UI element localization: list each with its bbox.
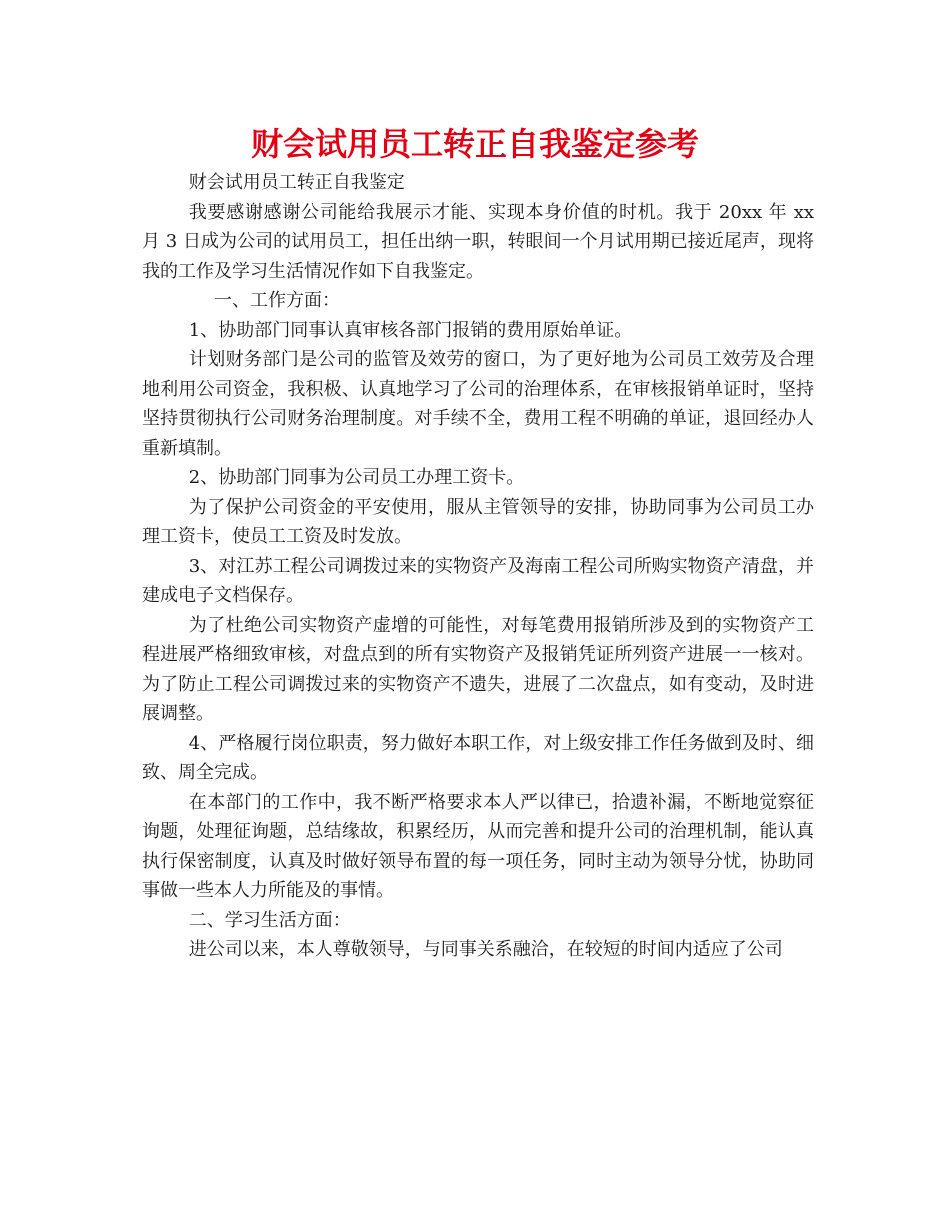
section-heading: 二、学习生活方面：	[188, 909, 351, 931]
paragraph: 进公司以来，本人尊敬领导，与同事关系融洽，在较短的时间内适应了公司	[188, 939, 783, 960]
document-title: 财会试用员工转正自我鉴定参考	[250, 125, 699, 163]
paragraph: 为了杜绝公司实物资产虚增的可能性，对每笔费用报销所涉及到的实物资产工程进展严格细致审核，对盘点到的所有实物资产及报销凭证所列资产进展一一核对。为了防止工程公司调拨过来的实物资产不遗失，进展了二次盘点，如有变动，及时进展调整。	[142, 614, 814, 724]
paragraph: 计划财务部门是公司的监管及效劳的窗口，为了更好地为公司员工效劳及合理地利用公司资金，我积极、认真地学习了公司的治理体系，在审核报销单证时，坚持坚持贯彻执行公司财务治理制度。对手续不全，费用工程不明确的单证，退回经办人重新填制。	[142, 349, 814, 459]
document-body	[142, 168, 814, 965]
paragraph: 3、对江苏工程公司调拨过来的实物资产及海南工程公司所购实物资产清盘，并建成电子文档保存。	[142, 555, 814, 606]
paragraph: 在本部门的工作中，我不断严格要求本人严以律已，拾遗补漏，不断地觉察征询题，处理征询题，总结缘故，积累经历，从而完善和提升公司的治理机制，能认真执行保密制度，认真及时做好领导布置的每一项任务，同时主动为领导分忧，协助同事做一些本人力所能及的事情。	[142, 791, 814, 901]
paragraph: 4、严格履行岗位职责，努力做好本职工作，对上级安排工作任务做到及时、细致、周全完成。	[142, 732, 814, 783]
document-subtitle: 财会试用员工转正自我鉴定	[188, 172, 405, 193]
section-heading: 一、工作方面：	[214, 290, 340, 311]
paragraph: 2、协助部门同事为公司员工办理工资卡。	[188, 467, 525, 488]
paragraph: 1、协助部门同事认真审核各部门报销的费用原始单证。	[188, 319, 633, 341]
paragraph: 我要感谢感谢公司能给我展示才能、实现本身价值的时机。我于 20xx 年 xx 月 3 日成为公司的试用员工，担任出纳一职，转眼间一个月试用期已接近尾声，现将我的工作及学习生活情况作如下自我鉴定。	[142, 201, 814, 282]
paragraph: 为了保护公司资金的平安使用，服从主管领导的安排，协助同事为公司员工办理工资卡，使员工工资及时发放。	[142, 496, 814, 547]
